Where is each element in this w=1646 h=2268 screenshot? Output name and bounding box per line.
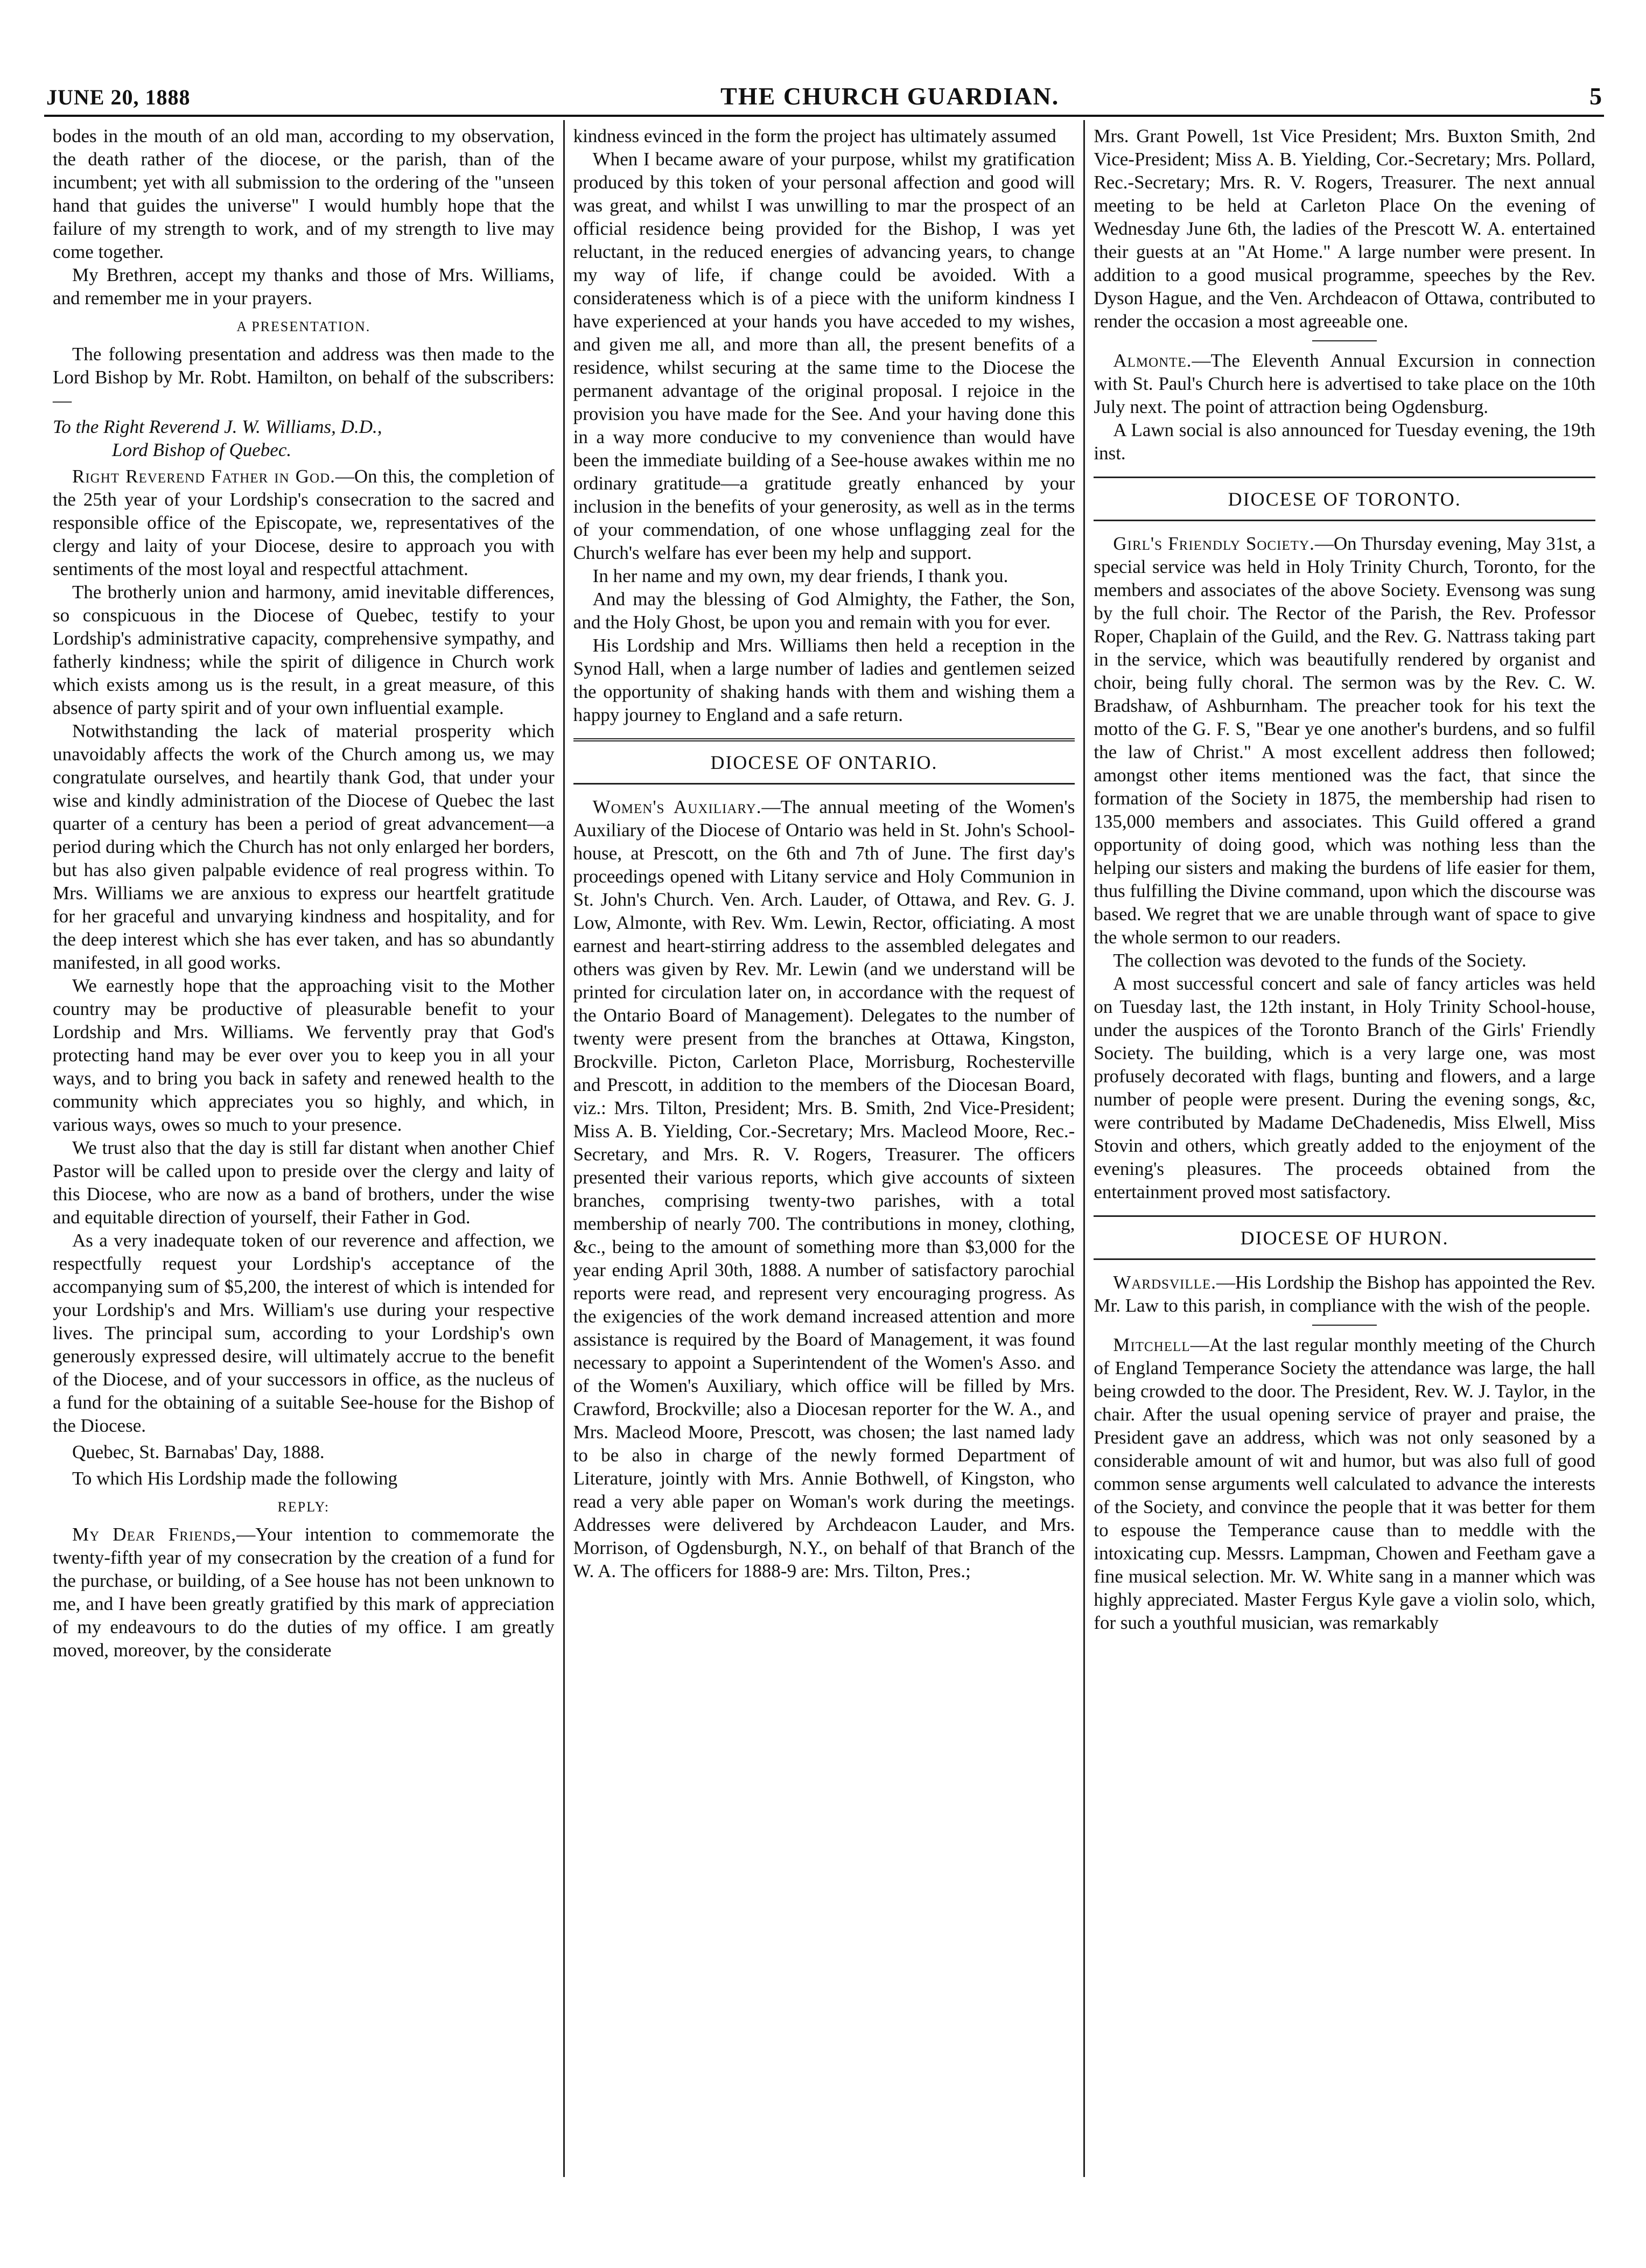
paragraph: The brotherly union and harmony, amid inevitable differences, so conspicuous in the Diocese of Quebec, testify to your Lordship's administrative capacity, comprehensive sympathy, and fatherly kindness; while the spirit of diligence in Church work which exists among us is the result, in a great measure, of this absence of party spirit and of your own influential example. xyxy=(53,582,555,718)
paragraph-text: —His Lordship the Bishop has appointed the Rev. Mr. Law to this parish, in compliance with the wish of the people. xyxy=(1094,1272,1596,1316)
paragraph-text: —On Thursday evening, May 31st, a special service was held in Holy Trinity Church, Toronto, for the members and associates of the above Society. Evensong was sung by the full choir. The Rector of the Parish, the Rev. Professor Roper, Chaplain of the Guild, and the Rev. G. Nattrass taking part in the service, which was beautifully rendered by organist and choir, being fully choral. The sermon was by the Rev. C. W. Bradshaw, of Ashburnham. The preacher took for his text the motto of the G. F. S, "Bear ye one another's burdens, and so fulfil the law of Christ." A most excellent address then followed; amongst other items mentioned was the fact, that since the formation of the Society in 1875, the membership had risen to 135,000 members and associates. This Guild offered a grand opportunity of doing good, which was nothing less than the helping our sisters and making the burdens of life easier for them, thus fulfilling the Divine command, upon which the discourse was based. We regret that we are unable through want of space to give the whole sermon to our readers. xyxy=(1094,533,1596,948)
paragraph-text: —At the last regular monthly meeting of the Church of England Temperance Society the attendance was large, the hall being crowded to the door. The President, Rev. W. J. Taylor, in the chair. After the usual opening service of prayer and praise, the President gave an address, which was not only seasoned by a considerable amount of wit and humor, but was also full of good common sense arguments well calculated to advance the interests of the Society, and convince the people that it was better for them to espouse the Temperance cause than to meddle with the intoxicating cup. Messrs. Lampman, Chowen and Feetham gave a fine musical selection. Mr. W. White sang in a manner which was highly appreciated. Master Fergus Kyle gave a violin solo, which, for such a youthful musician, was remarkably xyxy=(1094,1334,1596,1633)
dateline: Quebec, St. Barnabas' Day, 1888. xyxy=(72,1441,325,1462)
paragraph xyxy=(573,795,1075,1583)
divider xyxy=(1312,1325,1377,1326)
section-heading-presentation: A PRESENTATION. xyxy=(236,319,371,334)
issue-date: JUNE 20, 1888 xyxy=(46,85,191,109)
paragraph: Notwithstanding the lack of material prosperity which unavoidably affects the work of the Church among us, we may congratulate ourselves, and heartily thank God, that under your wise and kindly administration of the Diocese of Quebec the last quarter of a century has been a period of great advancement—a period during which the Church has not only enlarged her borders, but has also given palpable evidence of real progress within. To Mrs. Williams we are anxious to express our heartfelt gratitude for her graceful and unvarying kindness and hospitality, and for the deep interest which she has ever taken, and has so abundantly manifested, in all good works. xyxy=(53,720,555,973)
paragraph xyxy=(1094,1333,1595,1634)
paragraph xyxy=(53,465,555,580)
section-heading-diocese-toronto: DIOCESE OF TORONTO. xyxy=(1094,477,1595,521)
paragraph-text: —Your intention to commemorate the twenty-fifth year of my consecration by the creation of a fund for the purchase, or building, of a See house has not been unknown to me, and I have been greatly gratified by this mark of appreciation of my endeavours to do the duties of my office. I am greatly moved, moreover, by the considerate xyxy=(53,1524,555,1661)
masthead xyxy=(44,83,1604,117)
paragraph: bodes in the mouth of an old man, according to my observation, the death rather of the diocese, or the parish, than of the incumbent; yet with all submission to the ordering of the "unseen hand that guides the universe" I would humbly hope that the failure of my strength to work, and of my strength to live may come together. xyxy=(53,125,555,262)
paragraph: The following presentation and address was then made to the Lord Bishop by Mr. Robt. Hamilton, on behalf of the subscribers:— xyxy=(53,344,555,411)
paragraph: His Lordship and Mrs. Williams then held a reception in the Synod Hall, when a large number of ladies and gentlemen seized the opportunity of shaking hands with them and wishing them a happy journey to England and a safe return. xyxy=(573,635,1075,725)
section-heading-diocese-ontario: DIOCESE OF ONTARIO. xyxy=(573,738,1075,785)
newspaper-title: THE CHURCH GUARDIAN. xyxy=(720,82,1060,110)
paragraph-lead: Women's Auxiliary. xyxy=(592,796,762,817)
paragraph: As a very inadequate token of our reverence and affection, we respectfully request your Lordship's acceptance of the accompanying sum of $5,200, the interest of which is intended for your Lordship's and Mrs. William's use during your respective lives. The principal sum, according to your Lordship's own generously expressed desire, will ultimately accrue to the benefit of the Diocese, and of your successors in office, as the nucleus of a fund for the obtaining of a suitable See-house for the Bishop of the Diocese. xyxy=(53,1230,555,1436)
paragraph: A Lawn social is also announced for Tuesday evening, the 19th inst. xyxy=(1094,419,1596,464)
section-heading-reply: REPLY: xyxy=(277,1499,330,1515)
column-1 xyxy=(44,120,563,2177)
column-3 xyxy=(1083,120,1604,2177)
paragraph-lead: Mitchell xyxy=(1113,1334,1190,1355)
paragraph-lead: My Dear Friends, xyxy=(72,1524,237,1545)
address-line: Lord Bishop of Quebec. xyxy=(112,439,292,460)
paragraph xyxy=(53,1523,555,1662)
paragraph-lead: Girl's Friendly Society. xyxy=(1113,533,1315,554)
paragraph: The collection was devoted to the funds of the Society. xyxy=(1113,950,1526,971)
paragraph xyxy=(1094,349,1595,418)
paragraph-lead: Right Reverend Father in God. xyxy=(72,466,335,487)
paragraph-text: —The Eleventh Annual Excursion in connection with St. Paul's Church here is advertised to take place on the 10th July next. The point of attraction being Ogdensburg. xyxy=(1094,350,1596,417)
paragraph-text: —On this, the completion of the 25th year of your Lordship's consecration to the sacred and responsible office of the Episcopate, we, representatives of the clergy and laity of your Diocese, desire to approach you with sentiments of the most loyal and respectful attachment. xyxy=(53,466,555,579)
paragraph: And may the blessing of God Almighty, the Father, the Son, and the Holy Ghost, be upon you and remain with you for ever. xyxy=(573,589,1075,633)
paragraph-lead: Almonte. xyxy=(1113,350,1192,371)
columns xyxy=(44,120,1604,2177)
column-2 xyxy=(563,120,1084,2177)
paragraph: My Brethren, accept my thanks and those of Mrs. Williams, and remember me in your prayers. xyxy=(53,264,555,309)
paragraph: To which His Lordship made the following xyxy=(72,1468,398,1489)
paragraph: In her name and my own, my dear friends, I thank you. xyxy=(592,565,1008,586)
paragraph: A most successful concert and sale of fancy articles was held on Tuesday last, the 12th instant, in Holy Trinity School-house, under the auspices of the Toronto Branch of the Girls' Friendly Society. The building, which is a very large one, was most profusely decorated with flags, bunting and flowers, and a large number of people were present. During the evening songs, &c, were contributed by Madame DeChadenedis, Miss Elwell, Miss Stovin and others, which greatly added to the enjoyment of the evening's pleasures. The proceeds obtained from the entertainment proved most satisfactory. xyxy=(1094,973,1596,1202)
paragraph: We trust also that the day is still far distant when another Chief Pastor will be called upon to preside over the clergy and laity of this Diocese, who are now as a band of brothers, under the wise and equitable direction of yourself, their Father in God. xyxy=(53,1137,555,1228)
paragraph: We earnestly hope that the approaching visit to the Mother country may be productive of pleasurable benefit to your Lordship and Mrs. Williams. We fervently pray that God's protecting hand may be ever over you to keep you in all your ways, and to bring you back in safety and renewed health to the community which appreciates you so highly, and which, in various ways, owes so much to your presence. xyxy=(53,975,555,1135)
paragraph xyxy=(1094,1271,1595,1317)
paragraph-text: —The annual meeting of the Women's Auxiliary of the Diocese of Ontario was held in St. John's School-house, at Prescott, on the 6th and 7th of June. The first day's proceedings opened with Litany service and Holy Communion in St. John's Church. Ven. Arch. Lauder, of Ottawa, and Rev. G. J. Low, Almonte, with Rev. Wm. Lewin, Rector, officiating. A most earnest and heart-stirring address to the assembled delegates and others was given by Rev. Mr. Lewin (and we understand will be printed for circulation later on, in accordance with the request of the Ontario Board of Management). Delegates to the number of twenty were present from the branches at Ottawa, Kingston, Brockville. Picton, Carleton Place, Morrisburg, Rochesterville and Prescott, in addition to the members of the Diocesan Board, viz.: Mrs. Tilton, President; Mrs. B. Smith, 2nd Vice-President; Miss A. B. Yielding, Cor.-Secretary; Mrs. Macleod Moore, Rec.-Secretary, and Mrs. R. V. Rogers, Treasurer. The officers presented their various reports, which give accounts of sixteen branches, comprising twenty-two parishes, with a total membership of nearly 700. The contributions in money, clothing, &c., being to the amount of something more than $3,000 for the year ending April 30th, 1888. A number of satisfactory parochial reports were read, and represent very encouraging progress. As the exigencies of the work demand increased attention and more assistance is required by the Board of Management, it was found necessary to appoint a Superintendent of the Women's Asso. and of the Women's Auxiliary, which office will be filled by Mrs. Crawford, Brockville; also a Diocesan reporter for the W. A., and Mrs. Macleod Moore, Prescott, was chosen; the last named lady to be also in charge of the newly formed Department of Literature, jointly with Mrs. Annie Bothwell, of Kingston, who read a very able paper on Woman's work during the meetings. Addresses were delivered by Archdeacon Lauder, and Mrs. Morrison, of Ogdensburgh, N.Y., on behalf of that Branch of the W. A. The officers for 1888-9 are: Mrs. Tilton, Pres.; xyxy=(573,796,1075,1581)
paragraph: Mrs. Grant Powell, 1st Vice President; Mrs. Buxton Smith, 2nd Vice-President; Miss A. B. Yielding, Cor.-Secretary; Mrs. Pollard, Rec.-Secretary; Mrs. R. V. Rogers, Treasurer. The next annual meeting to be held at Carleton Place On the evening of Wednesday June 6th, the ladies of the Prescott W. A. entertained their guests at an "At Home." A large number were present. In addition to a good musical programme, speeches by the Rev. Dyson Hague, and the Ven. Archdeacon of Ottawa, contributed to render the occasion a most agreeable one. xyxy=(1094,125,1596,332)
address-salutation xyxy=(53,415,555,461)
page-number: 5 xyxy=(1589,82,1602,110)
divider xyxy=(1312,340,1377,341)
section-heading-diocese-huron: DIOCESE OF HURON. xyxy=(1094,1215,1595,1260)
paragraph-lead: Wardsville. xyxy=(1113,1272,1217,1293)
paragraph: When I became aware of your purpose, whilst my gratification produced by this token of your personal affection and good will was great, and whilst I was unwilling to mar the prospect of an official residence being provided for the Bishop, I was yet reluctant, in the reduced energies of advancing years, to change my way of life, if change could be avoided. With a considerateness which is of a piece with the uniform kindness I have experienced at your hands you have acceded to my wishes, and given me all, and more than all, the present benefits of a residence, whilst securing at the same time to the Diocese the permanent advantage of the original proposal. I rejoice in the provision you have made for the See. And your having done this in a way more conducive to my convenience than would have been the immediate building of a See-house awakes within me no ordinary gratitude—a gratitude greatly enhanced by your inclusion in the benefits of your generosity, as well as in the terms of your commendation, of one whose unflagging zeal for the Church's welfare has ever been my help and support. xyxy=(573,149,1075,563)
paragraph xyxy=(1094,532,1595,949)
address-line: To the Right Reverend J. W. Williams, D.D., xyxy=(53,416,382,437)
paragraph: kindness evinced in the form the project has ultimately assumed xyxy=(573,125,1056,146)
